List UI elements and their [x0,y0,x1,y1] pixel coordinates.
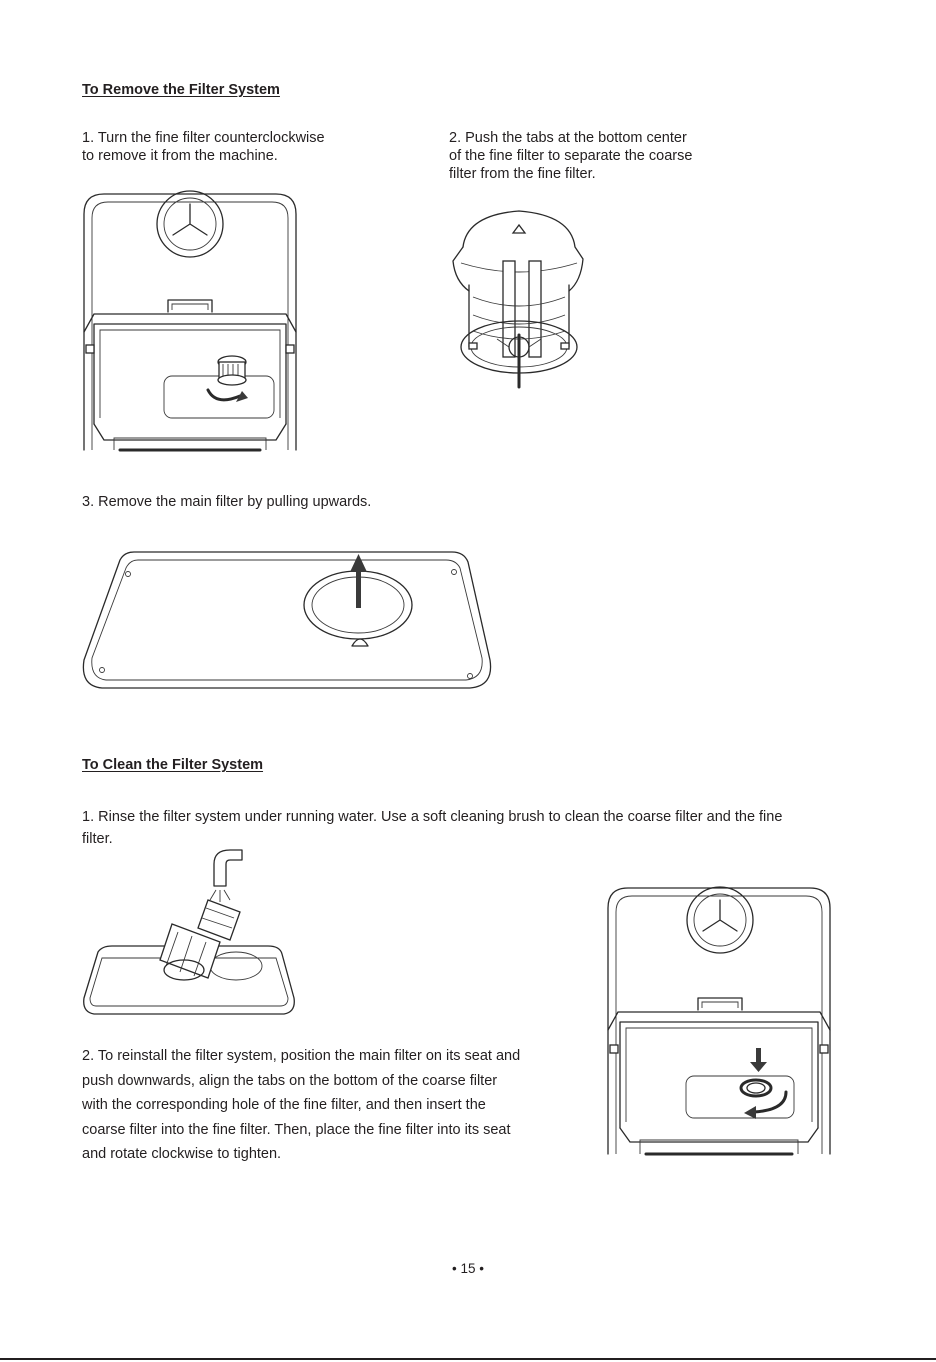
remove-step-2-line-2: of the fine filter to separate the coarse [449,148,693,164]
remove-step-2-line-3: filter from the fine filter. [449,166,596,182]
clean-step-2-line-5: and rotate clockwise to tighten. [82,1146,282,1162]
clean-section-heading: To Clean the Filter System [82,757,264,773]
dishwasher-tub-illustration-install [604,886,834,1158]
clean-step-2-line-4: coarse filter into the fine filter. Then, place the fine filter into its seat [82,1121,511,1138]
fine-filter-icon [198,900,240,940]
rinse-filter-illustration [80,846,298,1018]
remove-step-2-line-1: 2. Push the tabs at the bottom center [449,130,687,146]
page-bottom-rule [0,1358,936,1360]
clean-step-2-line-3: with the corresponding hole of the fine filter, and then insert the [82,1097,486,1113]
remove-step-1-line-1: 1. Turn the fine filter counterclockwise [82,130,325,146]
remove-step-1-line-2: to remove it from the machine. [82,148,278,164]
remove-step-1-text [82,129,325,165]
clean-step-2-line-2: push downwards, align the tabs on the bottom of the coarse filter [82,1072,498,1089]
remove-section-heading: To Remove the Filter System [82,82,280,98]
clean-step-2-line-1: 2. To reinstall the filter system, position the main filter on its seat and [82,1048,521,1064]
remove-step-3-text: 3. Remove the main filter by pulling upwards. [82,494,372,510]
page-number: • 15 • [452,1261,484,1276]
dishwasher-tub-illustration-remove [80,192,300,454]
main-filter-plate-illustration [80,548,494,698]
clean-step-1-text [82,806,782,850]
fine-coarse-filter-illustration [447,207,591,389]
remove-step-2-text [449,129,692,183]
clean-step-1-line-1: 1. Rinse the filter system under running water. Use a soft cleaning brush to clean the coarse filter and the fine [82,809,783,825]
fine-filter-icon [741,1080,771,1096]
clean-step-2-text [82,1044,520,1167]
fine-filter-icon [218,356,246,385]
clean-step-1-line-2: filter. [82,831,113,847]
